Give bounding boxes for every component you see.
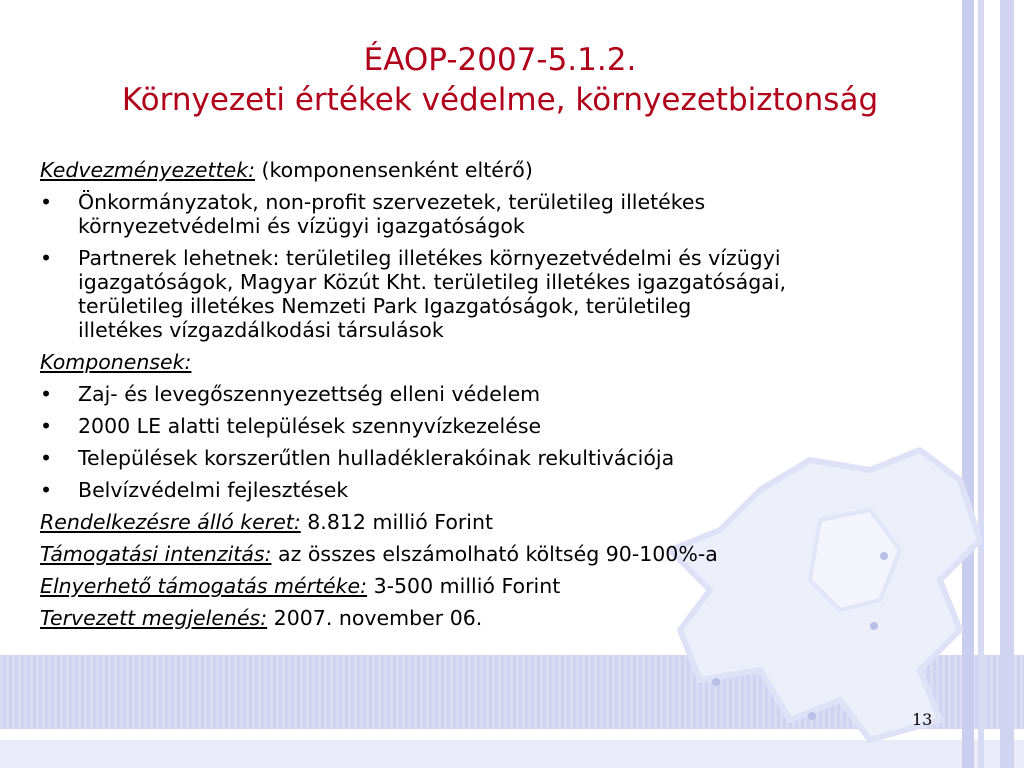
list-item-text: Partnerek lehetnek: területileg illetékes környezetvédelmi és vízügyi: [78, 246, 781, 270]
detail-row: [40, 574, 960, 598]
components-label: Komponensek:: [40, 350, 192, 374]
list-item-text: igazgatóságok, Magyar Közút Kht. területileg illetékes igazgatóságai,: [78, 270, 787, 294]
beneficiaries-label: Kedvezményezettek:: [40, 158, 255, 182]
components-heading: [40, 350, 960, 374]
page-number: 13: [912, 710, 933, 729]
list-item-text: Települések korszerűtlen hulladéklerakóinak rekultivációja: [78, 446, 675, 470]
list-item-text: Önkormányzatok, non-profit szervezetek, területileg illetékes: [78, 190, 706, 214]
slide-body: [40, 158, 960, 638]
bullet-icon: •: [40, 478, 53, 502]
slide-title-text: Környezeti értékek védelme, környezetbiztonság: [121, 82, 879, 118]
list-item: [40, 190, 960, 238]
bullet-icon: •: [40, 414, 53, 438]
list-item: [40, 414, 960, 438]
budget-label: Rendelkezésre álló keret:: [40, 510, 301, 534]
decorative-dot: [712, 678, 720, 686]
bullet-icon: •: [40, 446, 53, 470]
grant-amount-value: 3-500 millió Forint: [367, 574, 561, 598]
bullet-icon: •: [40, 246, 53, 270]
bullet-icon: •: [40, 382, 53, 406]
list-item-text: Belvízvédelmi fejlesztések: [78, 478, 349, 502]
publication-label: Tervezett megjelenés:: [40, 606, 268, 630]
grant-amount-label: Elnyerhető támogatás mértéke:: [40, 574, 368, 598]
detail-row: [40, 606, 960, 630]
list-item: [40, 382, 960, 406]
list-item: [40, 246, 960, 342]
list-item-text: Zaj- és levegőszennyezettség elleni védelem: [78, 382, 541, 406]
list-item-text: környezetvédelmi és vízügyi igazgatóságok: [78, 214, 525, 238]
detail-row: [40, 542, 960, 566]
intensity-value: az összes elszámolható költség 90-100%-a: [271, 542, 718, 566]
slide-title: [40, 40, 960, 120]
publication-value: 2007. november 06.: [267, 606, 483, 630]
slide-title-code: ÉAOP-2007-5.1.2.: [363, 42, 637, 78]
list-item-text: 2000 LE alatti települések szennyvízkezelése: [78, 414, 542, 438]
list-item: [40, 478, 960, 502]
bullet-icon: •: [40, 190, 53, 214]
detail-row: [40, 510, 960, 534]
list-item-text: illetékes vízgazdálkodási társulások: [78, 318, 444, 342]
beneficiaries-heading: [40, 158, 960, 182]
intensity-label: Támogatási intenzitás:: [40, 542, 272, 566]
list-item-text: területileg illetékes Nemzeti Park Igazgatóságok, területileg: [78, 294, 692, 318]
list-item: [40, 446, 960, 470]
decorative-dot: [808, 712, 816, 720]
budget-value: 8.812 millió Forint: [300, 510, 494, 534]
beneficiaries-note: (komponensenként eltérő): [255, 158, 533, 182]
